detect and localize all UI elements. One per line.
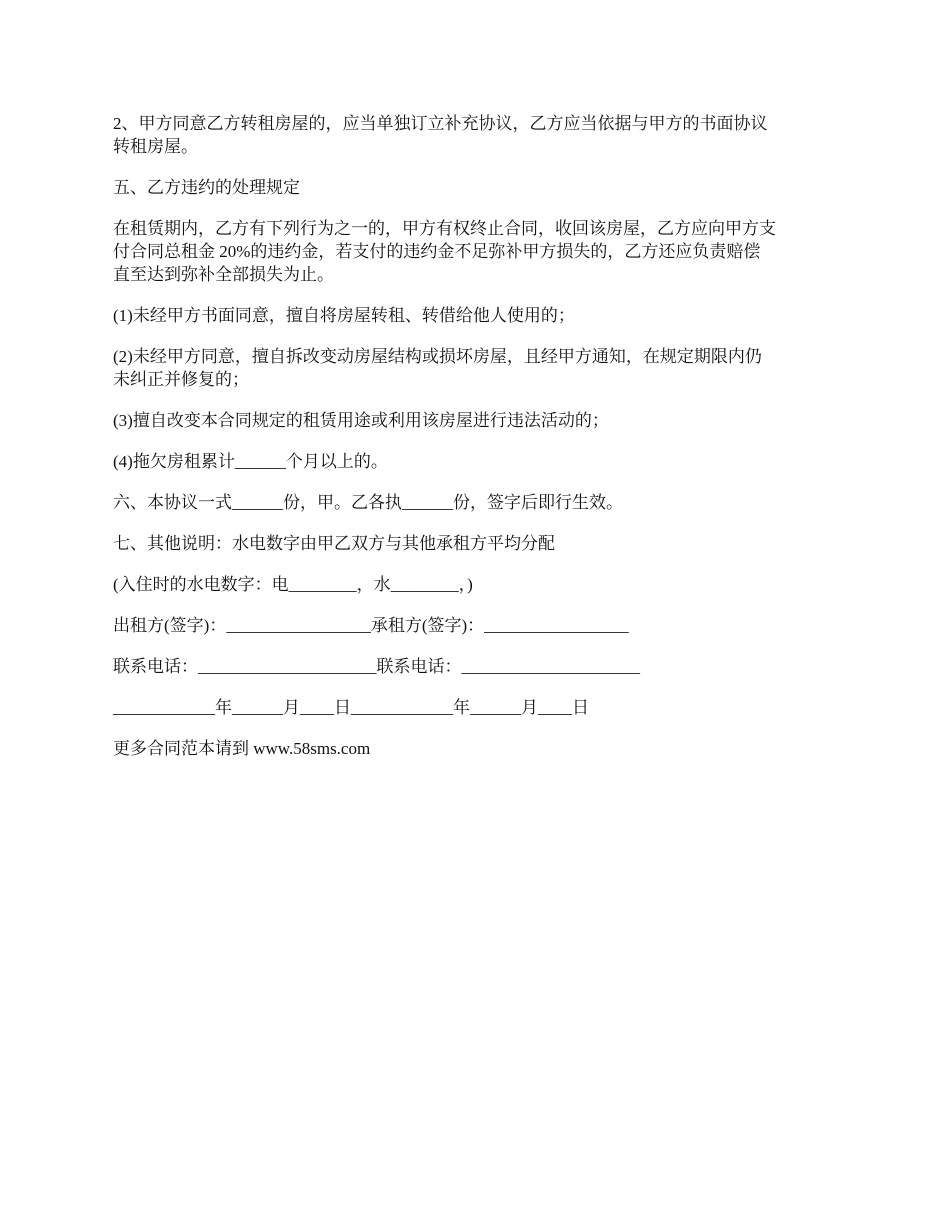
date-line: ____________年______月____日____________年______月____日 bbox=[113, 698, 589, 717]
breach-item-1: (1)未经甲方书面同意，擅自将房屋转租、转借给他人使用的； bbox=[113, 306, 575, 325]
breach-item-2: (2)未经甲方同意，擅自拆改变动房屋结构或损坏房屋，且经甲方通知，在规定期限内仍 未纠正并修复的； bbox=[113, 347, 762, 389]
section-heading-breach: 五、乙方违约的处理规定 bbox=[113, 178, 300, 197]
clause-other-notes: 七、其他说明：水电数字由甲乙双方与其他承租方平均分配 bbox=[113, 534, 555, 553]
phone-line: 联系电话：_____________________联系电话：_____________________ bbox=[113, 657, 640, 676]
breach-item-3: (3)擅自改变本合同规定的租赁用途或利用该房屋进行违法活动的； bbox=[113, 411, 609, 430]
breach-item-4: (4)拖欠房租累计______个月以上的。 bbox=[113, 452, 388, 471]
clause-copies: 六、本协议一式______份，甲。乙各执______份，签字后即行生效。 bbox=[113, 493, 623, 512]
document-page bbox=[113, 112, 833, 778]
clause-breach-penalty: 在租赁期内，乙方有下列行为之一的，甲方有权终止合同，收回该房屋，乙方应向甲方支 付合同总租金 20%的违约金，若支付的违约金不足弥补甲方损失的，乙方还应负责赔偿 直至达到弥补全部损失为止。 bbox=[113, 219, 776, 284]
clause-sublease-agreement: 2、甲方同意乙方转租房屋的，应当单独订立补充协议，乙方应当依据与甲方的书面协议 转租房屋。 bbox=[113, 114, 768, 156]
signature-line: 出租方(签字)：_________________承租方(签字)：_________________ bbox=[113, 616, 629, 635]
footer-website-note: 更多合同范本请到 www.58sms.com bbox=[113, 739, 371, 758]
utility-readings: (入住时的水电数字：电________，水________，) bbox=[113, 575, 473, 594]
